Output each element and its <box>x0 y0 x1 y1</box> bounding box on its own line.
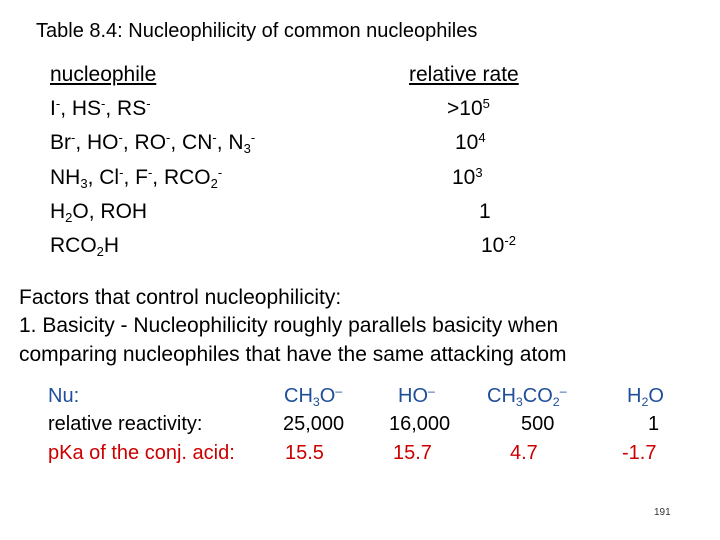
reactivity-hydroxide: 16,000 <box>389 413 451 435</box>
reactivity-water: 1 <box>648 413 660 435</box>
reactivity-methoxide: 25,000 <box>283 413 345 435</box>
nucleophile-row-2: Br-, HO-, RO-, CN-, $N_3^-$ <box>50 129 256 156</box>
slide-number: 191 <box>654 507 671 518</box>
nucleophile-row-3: $NH_3$, Cl-, F-, $RCO_2^-$ <box>50 164 223 191</box>
rate-row-2: $10^4$ <box>455 129 486 154</box>
nu-acetate: $CH_3CO_2^-$ <box>487 384 567 409</box>
pka-hydroxide: 15.7 <box>393 442 432 464</box>
factors-line-1: 1. Basicity - Nucleophilicity roughly parallels basicity when <box>19 314 559 337</box>
pka-methoxide: 15.5 <box>285 442 324 464</box>
label-nu: Nu: <box>48 385 80 407</box>
header-relative-rate: relative rate <box>409 63 519 86</box>
rate-row-4: 1 <box>479 200 491 223</box>
factors-heading: Factors that control nucleophilicity: <box>19 286 342 309</box>
label-relative-reactivity: relative reactivity: <box>48 413 203 435</box>
nucleophile-row-5: $RCO_2H$ <box>50 234 120 259</box>
nu-methoxide: $CH_3O^-$ <box>284 384 343 409</box>
nu-hydroxide: HO– <box>398 384 435 407</box>
reactivity-acetate: 500 <box>521 413 555 435</box>
rate-row-3: $10^3$ <box>452 164 483 189</box>
nucleophile-row-1: I-, HS-, RS- <box>50 95 151 120</box>
label-pka: pKa of the conj. acid: <box>48 442 235 464</box>
rate-row-1: $>10^5$ <box>447 95 490 120</box>
nucleophile-row-4: $H_2O$, ROH <box>50 200 148 225</box>
table-title: Table 8.4: Nucleophilicity of common nucleophiles <box>36 20 478 42</box>
nu-water: $H_2O$ <box>627 385 664 409</box>
rate-row-5: $10^{-2}$ <box>481 232 516 257</box>
factors-line-2: comparing nucleophiles that have the same attacking atom <box>19 343 567 366</box>
pka-acetate: 4.7 <box>510 442 538 464</box>
header-nucleophile: nucleophile <box>50 63 157 86</box>
pka-water: -1.7 <box>622 442 657 464</box>
